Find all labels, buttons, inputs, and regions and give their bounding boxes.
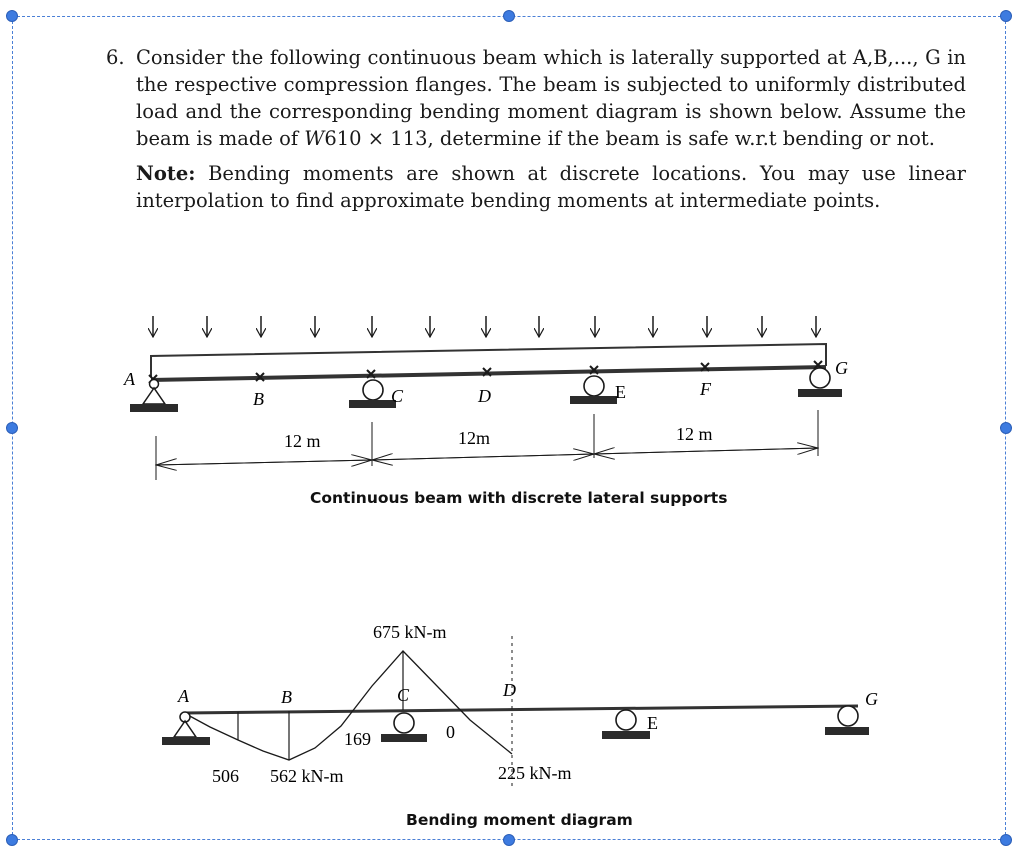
statement-part1: Consider the following continuous beam which is laterally supported at A,B,..., G in the respective compression flanges. The beam is subjected to uniformly distributed load and the corresponding bending moment diagram is shown below. Assume the beam is made of [136,46,966,150]
statement-part2: , determine if the beam is safe w.r.t bending or not. [427,127,935,150]
label-f: F [700,379,711,399]
bmd-figure-caption: Bending moment diagram [406,811,633,829]
beam-figure-caption: Continuous beam with discrete lateral supports [310,489,728,507]
section-size: 610 × 113 [324,127,428,150]
load-arrows [153,316,816,337]
moment-value-562: 562 kN-m [270,766,344,786]
label-d: D [478,386,491,406]
bmd-roller-support-g [825,706,869,735]
label-e: E [615,382,626,402]
note-text: Bending moments are shown at discrete locations. You may use linear interpolation to find approximate bending moments at intermediate points. [136,162,966,212]
moment-value-506: 506 [212,766,239,786]
span-label-2: 12m [458,428,491,448]
bmd-label-e: E [647,713,658,733]
note-label: Note: [136,162,196,185]
bmd-pin-support-a [162,712,210,745]
bmd-label-b: B [281,687,292,707]
bmd-beam [184,706,858,713]
bmd-label-a: A [178,686,189,706]
label-a: A [124,369,135,389]
bmd-label-c: C [397,685,410,705]
moment-value-225: 225 kN-m [498,763,572,783]
label-b: B [253,389,264,409]
moment-value-zero: 0 [446,722,455,742]
bmd-roller-support-c [381,713,427,742]
section-name: W [304,127,325,150]
bmd-roller-support-e [602,710,650,739]
label-g: G [835,358,848,378]
roller-support-e [570,376,617,404]
bmd-label-g: G [865,689,878,709]
span-label-1: 12 m [284,431,321,451]
pin-support-a [130,380,178,413]
moment-value-near-c: 169 [344,729,371,749]
bmd-label-d: D [503,680,516,700]
problem-number: 6. [106,46,125,69]
moment-value-peak: 675 kN-m [373,622,447,642]
label-c: C [391,386,404,406]
roller-support-c [349,380,396,408]
span-label-3: 12 m [676,424,713,444]
